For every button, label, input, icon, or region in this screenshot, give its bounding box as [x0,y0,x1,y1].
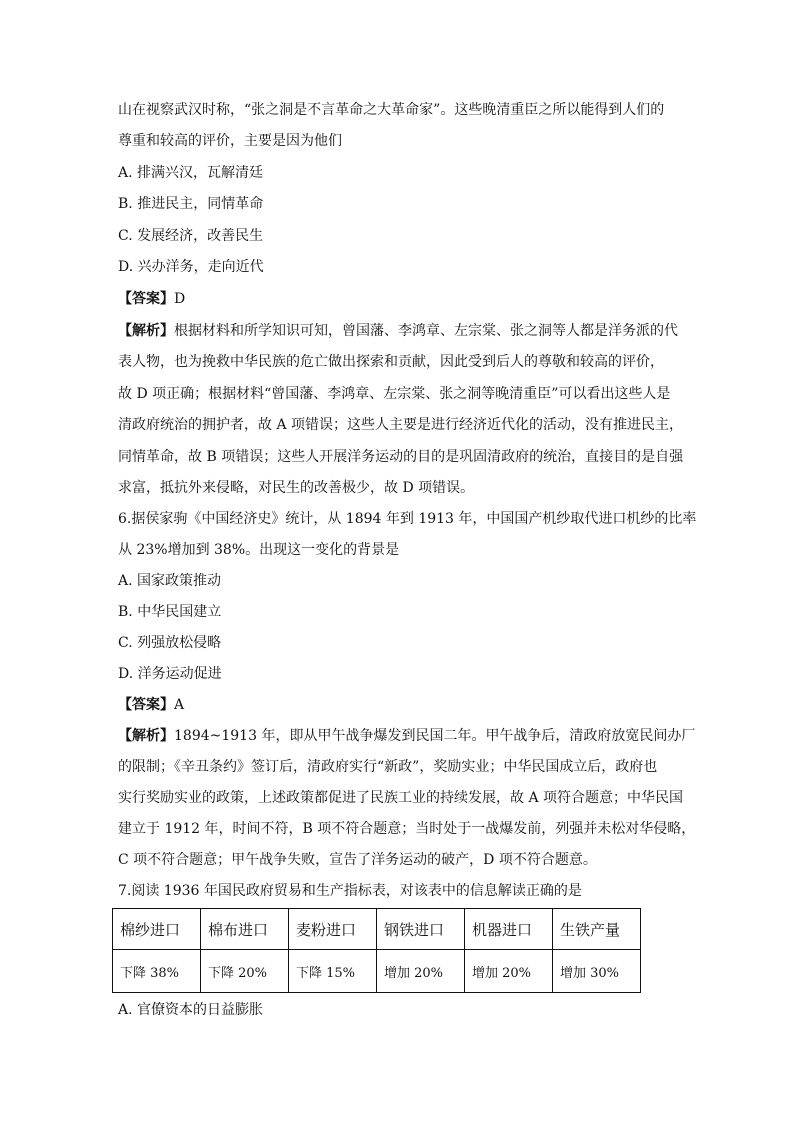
table-header-cell: 棉布进口 [201,909,289,950]
answer-value: D [174,291,186,307]
q5-option-c: C. 发展经济，改善民生 [118,228,264,244]
q5-analysis-line-5: 同情革命，故 B 项错误；这些人开展洋务运动的目的是巩固清政府的统治，直接目的是自强 [118,449,684,465]
q6-analysis-line-2: 的限制；《辛丑条约》签订后，清政府实行“新政”，奖励实业；中华民国成立后，政府也 [118,759,658,775]
table-header-cell: 棉纱进口 [113,909,201,950]
answer-label: 【答案】 [118,697,174,713]
table-header-cell: 麦粉进口 [289,909,377,950]
table-cell: 下降 38% [113,950,201,993]
answer-label: 【答案】 [118,291,174,307]
table-cell: 增加 30% [553,950,641,993]
q5-stem-line-1: 山在视察武汉时称，“张之洞是不言革命之大革命家”。这些晚清重臣之所以能得到人们的 [118,102,665,118]
q6-analysis-line-1: 【解析】1894~1913 年，即从甲午战争爆发到民国二年。甲午战争后，清政府放宽民间办厂 [118,728,696,744]
q7-stem: 7.阅读 1936 年国民政府贸易和生产指标表，对该表中的信息解读正确的是 [118,883,582,899]
indicator-table [112,908,641,993]
q5-answer [118,289,185,309]
q5-analysis-line-3: 故 D 项正确；根据材料“曾国藩、李鸿章、左宗棠、张之洞等晚清重臣”可以看出这些人是 [118,386,671,402]
q5-analysis-line-1: 【解析】根据材料和所学知识可知，曾国藩、李鸿章、左宗棠、张之洞等人都是洋务派的代 [118,323,678,339]
answer-value: A [174,697,185,713]
q6-option-c: C. 列强放松侵略 [118,635,222,651]
table-cell: 下降 15% [289,950,377,993]
analysis-label: 【解析】 [118,728,174,744]
table-header-row [113,909,641,950]
q6-option-a: A. 国家政策推动 [118,573,222,589]
q5-analysis-line-6: 求富，抵抗外来侵略，对民生的改善极少，故 D 项错误。 [118,480,475,496]
q7-option-a: A. 官僚资本的日益膨胀 [118,1002,264,1018]
table-header-cell: 生铁产量 [553,909,641,950]
q6-analysis-line-5: C 项不符合题意；甲午战争失败，宣告了洋务运动的破产，D 项不符合题意。 [118,852,597,868]
q5-option-a: A. 排满兴汉，瓦解清廷 [118,165,264,181]
table-cell: 增加 20% [377,950,465,993]
table-header-cell: 机器进口 [465,909,553,950]
q5-analysis-line-2: 表人物，也为挽救中华民族的危亡做出探索和贡献，因此受到后人的尊敬和较高的评价， [118,354,664,370]
q6-option-b: B. 中华民国建立 [118,604,222,620]
q6-answer [118,695,184,715]
q5-option-d: D. 兴办洋务，走向近代 [118,259,264,275]
q5-analysis-line-4: 清政府统治的拥护者，故 A 项错误；这些人主要是进行经济近代化的活动，没有推进民主， [118,417,684,433]
table-header-cell: 钢铁进口 [377,909,465,950]
q5-stem-line-2: 尊重和较高的评价，主要是因为他们 [118,133,342,149]
q6-analysis-line-4: 建立于 1912 年，时间不符，B 项不符合题意；当时处于一战爆发前，列强并未松对华侵略， [118,821,696,837]
table-cell: 下降 20% [201,950,289,993]
analysis-label: 【解析】 [118,323,174,339]
q5-option-b: B. 推进民主，同情革命 [118,196,264,212]
q6-stem-line-1: 6.据侯家驹《中国经济史》统计，从 1894 年到 1913 年，中国国产机纱取代进口机纱的比率 [118,511,697,527]
q6-option-d: D. 洋务运动促进 [118,666,222,682]
q6-stem-line-2: 从 23%增加到 38%。出现这一变化的背景是 [118,542,400,558]
table-row [113,950,641,993]
q6-analysis-line-3: 实行奖励实业的政策，上述政策都促进了民族工业的持续发展，故 A 项符合题意；中华民国 [118,790,684,806]
table-cell: 增加 20% [465,950,553,993]
